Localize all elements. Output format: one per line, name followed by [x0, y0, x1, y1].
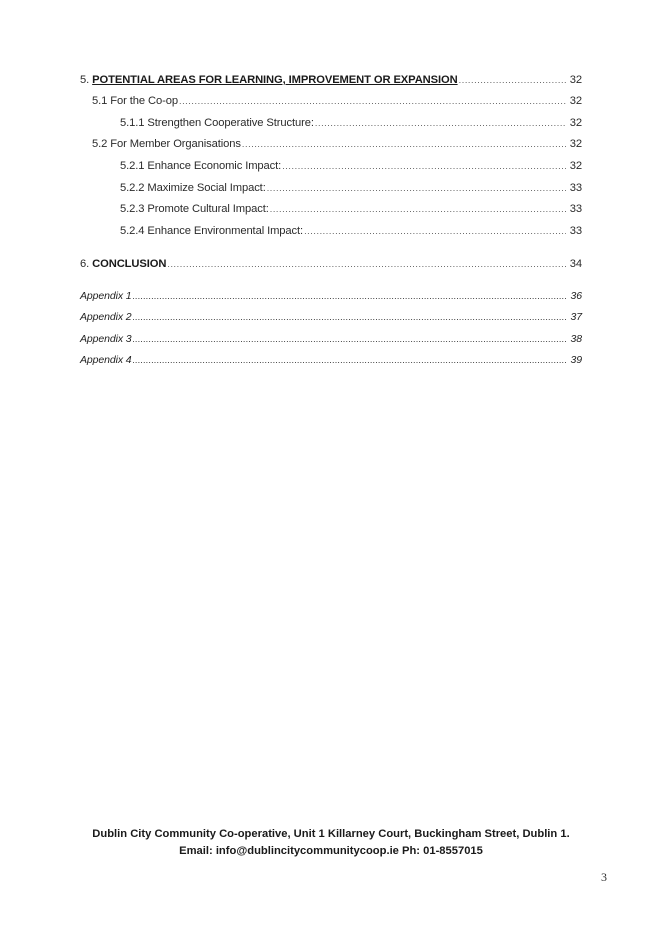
page-number: 3 [601, 870, 607, 884]
toc-entry-section-5-2[interactable] [80, 136, 582, 152]
toc-entry-section-5-2-4[interactable] [80, 223, 582, 239]
toc-entry-page: 39 [570, 354, 582, 366]
toc-entry-title: 5.2.4 Enhance Environmental Impact: [120, 225, 304, 237]
toc-entry-title: Appendix 2 [80, 311, 132, 323]
toc-entry-page: 36 [570, 290, 582, 302]
toc-entry-page: 34 [569, 258, 582, 270]
toc-entry-appendix-4[interactable] [80, 352, 582, 368]
dot-leader [315, 115, 566, 131]
dot-leader [167, 256, 566, 272]
toc-entry-appendix-2[interactable] [80, 309, 582, 325]
dot-leader [133, 309, 566, 325]
toc-entry-page: 33 [569, 182, 582, 194]
toc-entry-title: Appendix 1 [80, 290, 132, 302]
dot-leader [133, 288, 566, 304]
toc-entry-section-5-2-3[interactable] [80, 201, 582, 217]
toc-entry-title: 5.2.3 Promote Cultural Impact: [120, 203, 269, 215]
footer-contact: Email: info@dublincitycommunitycoop.ie Ph: 01-8557015 [179, 845, 483, 857]
dot-leader [270, 201, 566, 217]
dot-leader [304, 223, 566, 239]
toc-entry-page: 32 [569, 138, 582, 150]
page-footer [0, 826, 662, 860]
dot-leader [267, 180, 566, 196]
dot-leader [459, 72, 566, 88]
toc-entry-page: 32 [569, 74, 582, 86]
dot-leader [282, 158, 566, 174]
toc-entry-title: 5.1.1 Strengthen Cooperative Structure: [120, 117, 314, 129]
toc-entry-page: 32 [569, 95, 582, 107]
toc-entry-number: 5. [80, 74, 90, 86]
toc-entry-title: 5.1 For the Co-op [92, 95, 178, 107]
toc-entry-title: Appendix 3 [80, 333, 132, 345]
toc-entry-title: CONCLUSION [92, 258, 167, 270]
dot-leader [133, 331, 566, 347]
toc-entry-section-5-1-1[interactable] [80, 115, 582, 131]
toc-entry-section-5[interactable] [80, 72, 582, 88]
toc-entry-page: 38 [570, 333, 582, 345]
toc-entry-appendix-3[interactable] [80, 331, 582, 347]
toc-entry-title: 5.2.2 Maximize Social Impact: [120, 182, 266, 194]
toc-entry-title: 5.2 For Member Organisations [92, 138, 241, 150]
toc-entry-page: 32 [569, 117, 582, 129]
toc-entry-appendix-1[interactable] [80, 288, 582, 304]
toc-entry-section-5-2-1[interactable] [80, 158, 582, 174]
toc-entry-title: 5.2.1 Enhance Economic Impact: [120, 160, 282, 172]
footer-address: Dublin City Community Co-operative, Unit 1 Killarney Court, Buckingham Street, Dublin 1. [92, 828, 570, 840]
toc-entry-title: POTENTIAL AREAS FOR LEARNING, IMPROVEMENT OR EXPANSION [92, 74, 458, 86]
toc-entry-page: 33 [569, 225, 582, 237]
toc-entry-page: 32 [569, 160, 582, 172]
dot-leader [242, 136, 566, 152]
dot-leader [179, 93, 566, 109]
toc-entry-title: Appendix 4 [80, 354, 132, 366]
toc-entry-section-6[interactable] [80, 256, 582, 272]
toc-entry-section-5-1[interactable] [80, 93, 582, 109]
toc-entry-page: 33 [569, 203, 582, 215]
toc-entry-page: 37 [570, 311, 582, 323]
toc-entry-number: 6. [80, 258, 90, 270]
toc-entry-section-5-2-2[interactable] [80, 180, 582, 196]
dot-leader [133, 352, 566, 368]
